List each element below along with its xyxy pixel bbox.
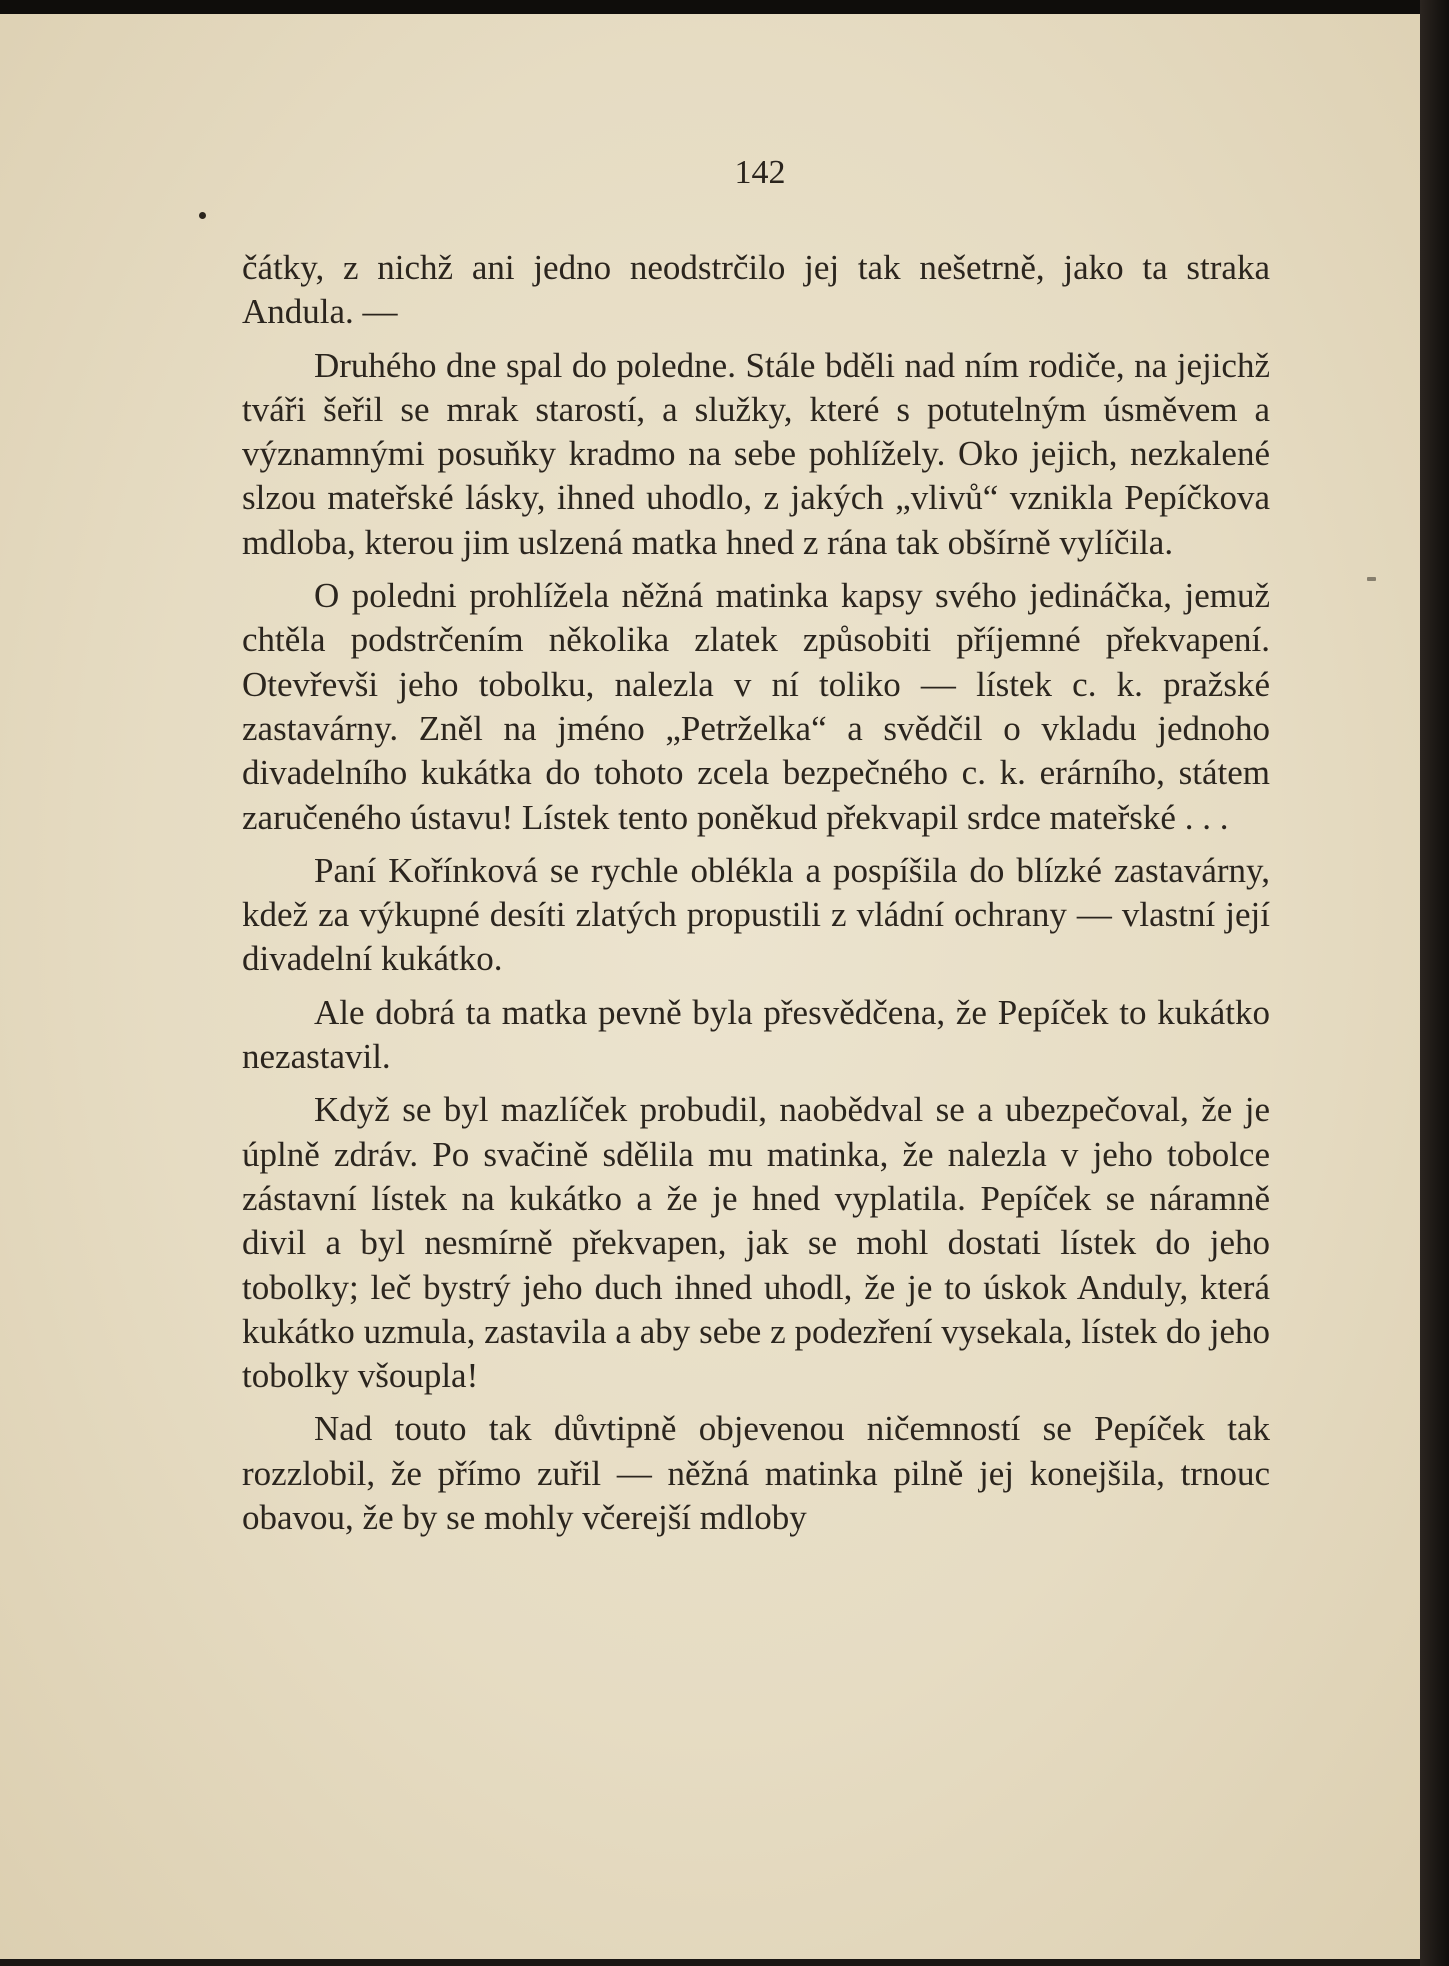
ink-speck bbox=[199, 212, 206, 219]
paragraph-1: čátky, z nichž ani jedno neodstrčilo jej tak nešetrně, jako ta straka Andula. — bbox=[242, 248, 1270, 332]
page-number: 142 bbox=[734, 154, 786, 191]
paragraph-2: Druhého dne spal do poledne. Stále bděli nad ním rodiče, na jejichž tváři šeřil se mrak starostí, a služky, které s potutelným úsměvem a významnými posuňky kradmo na sebe pohlížely. Oko jejich, nezkalené slzou mateřské lásky, ihned uhodlo, z jakých „vlivů“ vznikla Pepíčkova mdloba, kterou jim uslzená matka hned z rána tak obšírně vylíčila. bbox=[242, 345, 1270, 562]
body-text bbox=[242, 246, 1270, 1549]
paragraph-4: Paní Kořínková se rychle oblékla a pospíšila do blízké zastavárny, kdež za výkupné desíti zlatých propustili z vládní ochrany — vlastní její divadelní kukátko. bbox=[242, 850, 1270, 979]
paragraph-3: O poledni prohlížela něžná matinka kapsy svého jedináčka, jemuž chtěla podstrčením několika zlatek způsobiti příjemné překvapení. Otevřevši jeho tobolku, nalezla v ní toliko — lístek c. k. pražské zastavárny. Zněl na jméno „Petrželka“ a svědčil o vkladu jednoho divadelního kukátka do tohoto zcela bezpečného c. k. erárního, státem zaručeného ústavu! Lístek tento poněkud překvapil srdce mateřské . . . bbox=[242, 576, 1270, 837]
scan-right-edge bbox=[1420, 0, 1449, 1966]
ink-mark bbox=[1367, 577, 1376, 581]
paragraph-6: Když se byl mazlíček probudil, naobědval se a ubezpečoval, že je úplně zdráv. Po svačině sdělila mu matinka, že nalezla v jeho tobolce zástavní lístek na kukátko a že je hned vyplatila. Pepíček se náramně divil a byl nesmírně překvapen, jak se mohl dostati lístek do jeho tobolky; leč bystrý jeho duch ihned uhodl, že je to úskok Anduly, která kukátko uzmula, zastavila a aby sebe z podezření vysekala, lístek do jeho tobolky všoupla! bbox=[242, 1090, 1270, 1396]
paragraph-5: Ale dobrá ta matka pevně byla přesvědčena, že Pepíček to kukátko nezastavil. bbox=[242, 992, 1270, 1077]
paragraph-7: Nad touto tak důvtipně objevenou ničemností se Pepíček tak rozzlobil, že přímo zuřil — něžná matinka pilně jej konejšila, trnouc obavou, že by se mohly včerejší mdloby bbox=[242, 1409, 1270, 1538]
book-page bbox=[0, 14, 1420, 1959]
scan-top-edge bbox=[0, 0, 1449, 14]
